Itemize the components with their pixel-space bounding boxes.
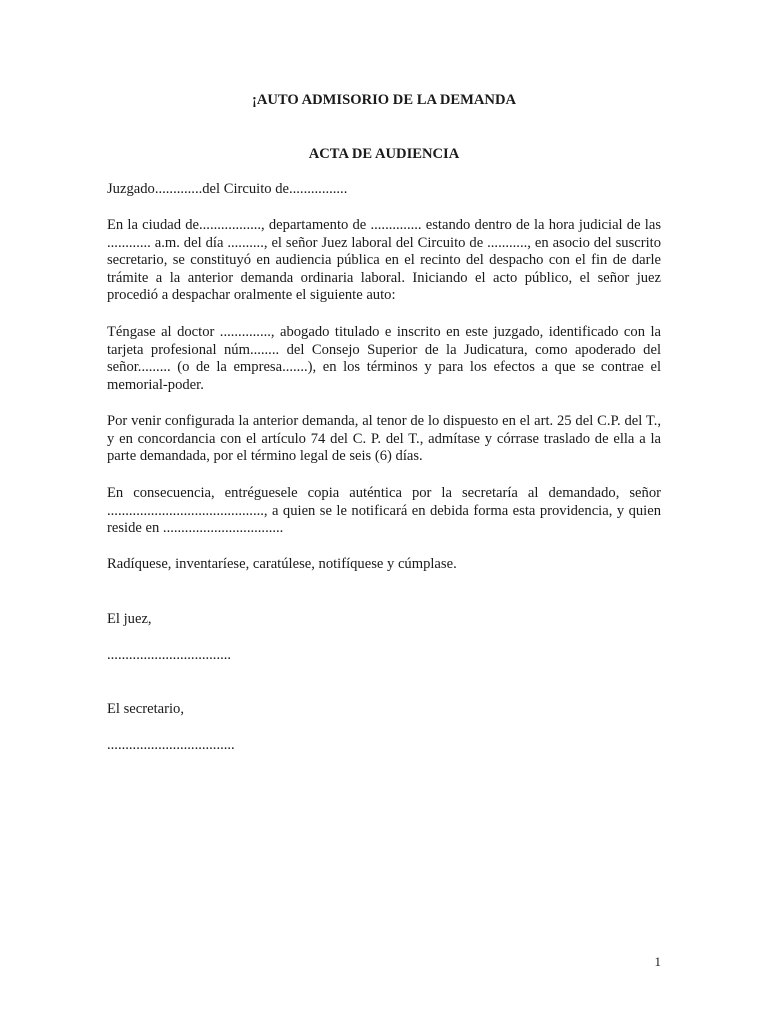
- document-subtitle: ACTA DE AUDIENCIA: [308, 146, 460, 162]
- paragraph-hearing-opening: En la ciudad de................., departamento de .............. estando dentro de la hora judicial de las ............ a.m. del día .........., el señor Juez laboral del Circuito de ..........., en asocio del suscrito secretario, se constituyó en audiencia pública en el recinto del despacho con el fin de darle trámite a la anterior demanda ordinaria laboral. Iniciando el acto público, el señor juez procedió a despachar oralmente el siguiente auto:: [107, 217, 661, 304]
- secretary-label: El secretario,: [107, 701, 184, 717]
- judge-signature-line: ..................................: [107, 647, 232, 663]
- court-line: Juzgado.............del Circuito de................: [107, 181, 348, 197]
- secretary-signature-line: ...................................: [107, 737, 235, 753]
- paragraph-notification: En consecuencia, entréguesele copia auténtica por la secretaría al demandado, señor ..........................................., a quien se le notificará en debida forma esta providencia, y quien reside en .................................: [107, 485, 661, 537]
- page-number: 1: [654, 954, 661, 969]
- paragraph-admission: Por venir configurada la anterior demanda, al tenor de lo dispuesto en el art. 25 del C.P. del T., y en concordancia con el artículo 74 del C. P. del T., admítase y córrase traslado de ella a la parte demandada, por el término legal de seis (6) días.: [107, 413, 661, 465]
- paragraph-closing: Radíquese, inventaríese, caratúlese, notifíquese y cúmplase.: [107, 556, 457, 572]
- document-title: ¡AUTO ADMISORIO DE LA DEMANDA: [251, 92, 517, 108]
- judge-label: El juez,: [107, 611, 152, 627]
- paragraph-attorney: Téngase al doctor .............., abogado titulado e inscrito en este juzgado, identificado con la tarjeta profesional núm........ del Consejo Superior de la Judicatura, como apoderado del señor......... (o de la empresa.......), en los términos y para los efectos a que se contrae el memorial-poder.: [107, 324, 661, 393]
